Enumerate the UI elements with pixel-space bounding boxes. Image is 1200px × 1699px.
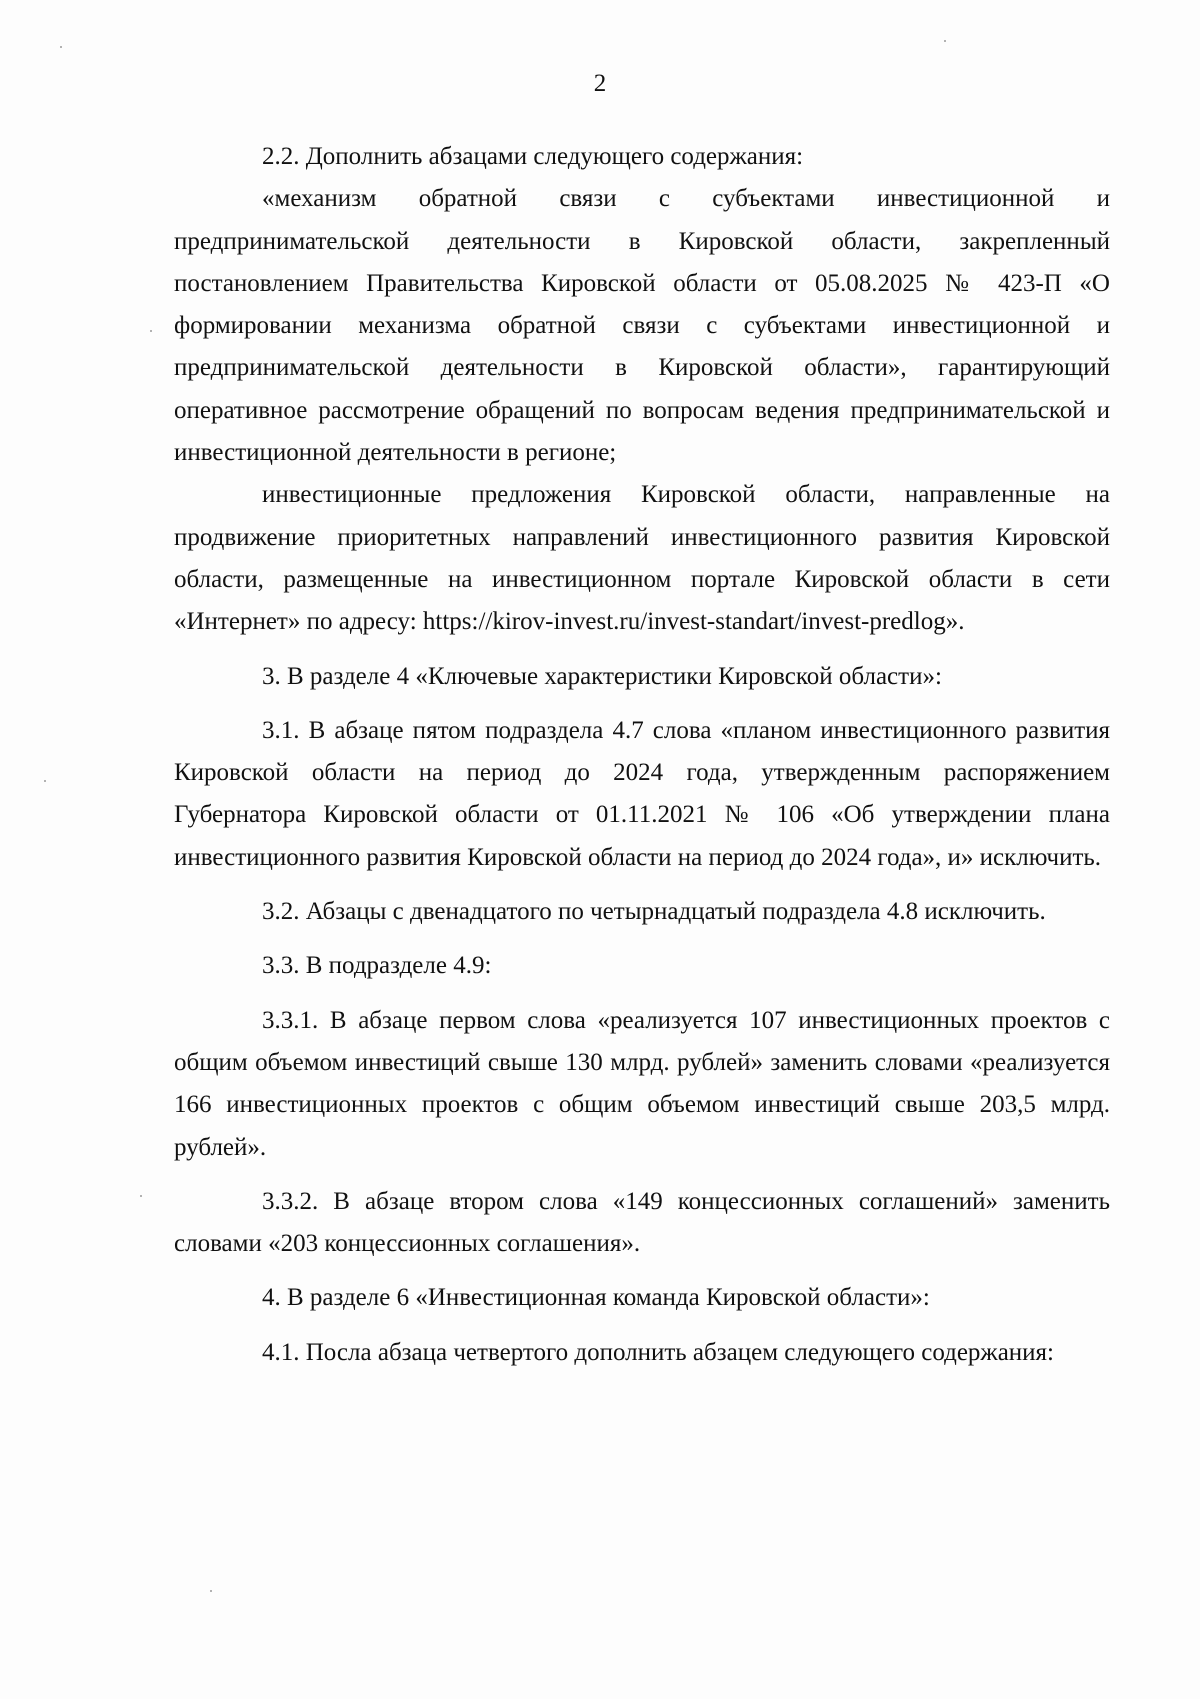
paragraph-section-4: 3. В разделе 4 «Ключевые характеристики Кировской области»: [262, 662, 942, 690]
paragraph-3-1: 3.1. В абзаце пятом подраздела 4.7 слова «планом инвестиционного развития Кировской области на период до 2024 года, утвержденным распоряжением Губернатора Кировской области от 01.11.2021 № 106 «Об утверждении плана инвестиционного развития Кировской области на период до 2024 года», и» исключить. [174, 716, 1110, 871]
scan-speck [60, 46, 62, 48]
scan-speck [140, 1195, 142, 1197]
paragraph-section-6: 4. В разделе 6 «Инвестиционная команда Кировской области»: [262, 1284, 930, 1312]
scan-speck [150, 330, 152, 332]
paragraph-feedback-mechanism: «механизм обратной связи с субъектами инвестиционной и предпринимательской деятельности в Кировской области, закрепленный постановлением Правительства Кировской области от 05.08.2025 № 423-П «О формировании механизма обратной связи с субъектами инвестиционной и предпринимательской деятельности в Кировской области», гарантирующий оперативное рассмотрение обращений по вопросам ведения предпринимательской и инвестиционной деятельности в регионе; [174, 185, 1110, 467]
paragraph-3-3-2: 3.3.2. В абзаце втором слова «149 концессионных соглашений» заменить словами «203 концессионных соглашения». [174, 1187, 1110, 1258]
scan-speck [944, 40, 946, 42]
scan-speck [210, 1590, 212, 1592]
page-number: 2 [593, 70, 607, 97]
paragraph-3-3: 3.3. В подразделе 4.9: [262, 952, 492, 980]
paragraph-4-1: 4.1. Посла абзаца четвертого дополнить абзацем следующего содержания: [262, 1338, 1054, 1366]
paragraph-3-3-1: 3.3.1. В абзаце первом слова «реализуется 107 инвестиционных проектов с общим объемом инвестиций свыше 130 млрд. рублей» заменить словами «реализуется 166 инвестиционных проектов с общим объемом инвестиций свыше 203,5 млрд. рублей». [174, 1006, 1110, 1161]
scan-speck [44, 780, 46, 782]
paragraph-3-2: 3.2. Абзацы с двенадцатого по четырнадцатый подраздела 4.8 исключить. [262, 898, 1046, 926]
paragraph-2-2: 2.2. Дополнить абзацами следующего содержания: [262, 143, 804, 170]
paragraph-investment-proposals: инвестиционные предложения Кировской области, направленные на продвижение приоритетных направлений инвестиционного развития Кировской области, размещенные на инвестиционном портале Кировской области в сети «Интернет» по адресу: https://kirov-invest.ru/invest-standart/invest-predlog». [174, 481, 1110, 636]
document-body [174, 136, 1110, 1374]
